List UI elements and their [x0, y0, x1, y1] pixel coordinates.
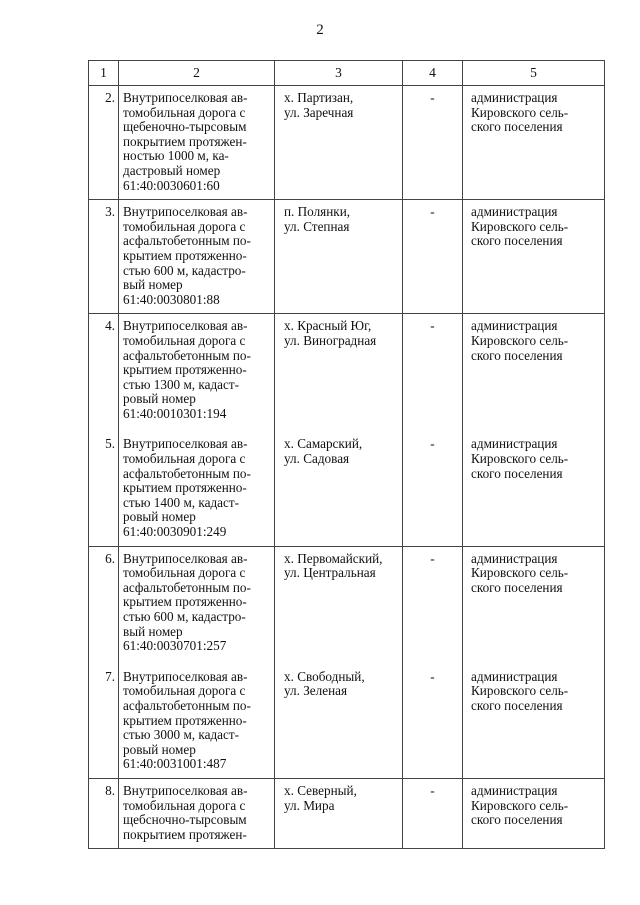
road-description-line: 61:40:0030601:60	[123, 177, 220, 193]
owner-organization	[463, 660, 605, 779]
road-location-line: х. Партизан,	[284, 90, 354, 105]
road-register-table	[88, 60, 605, 849]
road-description-line: щебеночно-тырсовым	[123, 119, 247, 135]
road-location	[275, 660, 403, 779]
table-row	[89, 427, 605, 546]
road-description-line: Внутрипоселковая ав-	[123, 782, 248, 798]
road-description	[119, 200, 275, 314]
row-number: 7.	[89, 660, 119, 779]
column-4-value: -	[403, 778, 463, 848]
road-description-line: вый номер	[123, 277, 183, 293]
road-description-line: Внутрипоселковая ав-	[123, 318, 248, 334]
owner-organization-line: администрация	[471, 90, 558, 105]
road-description-line: асфальтобетонным по-	[123, 465, 251, 481]
road-location-line: ул. Центральная	[284, 565, 376, 581]
road-description-line: стью 1400 м, кадаст-	[123, 494, 240, 510]
road-description-line: асфальтобетонным по-	[123, 697, 251, 713]
road-location-line: х. Первомайский,	[284, 550, 383, 566]
owner-organization	[463, 86, 605, 200]
road-description-line: асфальтобетонным по-	[123, 579, 251, 595]
road-location-line: х. Красный Юг,	[284, 318, 372, 334]
row-number: 3.	[89, 200, 119, 314]
road-location-line: ул. Зеленая	[284, 683, 348, 699]
road-description-line: вый номер	[123, 623, 183, 639]
column-4-value: -	[403, 200, 463, 314]
road-location-line: ул. Заречная	[284, 104, 354, 120]
road-description-line: покрытием протяжен-	[123, 826, 247, 842]
column-header-2: 2	[119, 61, 275, 86]
owner-organization-line: Кировского сель-	[471, 332, 569, 348]
road-description-line: покрытием протяжен-	[123, 133, 247, 149]
table-row	[89, 546, 605, 660]
owner-organization	[463, 200, 605, 314]
road-description-line: ровый номер	[123, 509, 196, 525]
road-description-line: томобильная дорога с	[123, 218, 246, 234]
owner-organization-line: ского поселения	[471, 465, 563, 481]
road-description	[119, 86, 275, 200]
road-description-line: 61:40:0030701:257	[123, 638, 227, 654]
table-row	[89, 200, 605, 314]
owner-organization-line: Кировского сель-	[471, 104, 569, 120]
owner-organization-line: ского поселения	[471, 119, 563, 135]
column-header-4: 4	[403, 61, 463, 86]
owner-organization-line: ского поселения	[471, 579, 563, 595]
owner-organization-line: Кировского сель-	[471, 565, 569, 581]
road-description	[119, 778, 275, 848]
table-row	[89, 86, 605, 200]
owner-organization-line: ского поселения	[471, 233, 563, 249]
road-description	[119, 660, 275, 779]
column-4-value: -	[403, 660, 463, 779]
owner-organization-line: администрация	[471, 668, 558, 684]
column-header-5: 5	[463, 61, 605, 86]
column-4-value: -	[403, 546, 463, 660]
owner-organization-line: ского поселения	[471, 812, 563, 828]
road-description-line: томобильная дорога с	[123, 451, 246, 467]
owner-organization	[463, 546, 605, 660]
table-row	[89, 314, 605, 428]
road-description-line: Внутрипоселковая ав-	[123, 204, 248, 220]
owner-organization-line: администрация	[471, 782, 558, 798]
road-description-line: 61:40:0010301:194	[123, 405, 227, 421]
row-number: 6.	[89, 546, 119, 660]
road-description-line: стью 600 м, кадастро-	[123, 262, 246, 278]
row-number: 2.	[89, 86, 119, 200]
row-number: 8.	[89, 778, 119, 848]
road-description	[119, 314, 275, 428]
owner-organization-line: ского поселения	[471, 347, 563, 363]
road-location-line: ул. Виноградная	[284, 332, 377, 348]
road-description-line: ровый номер	[123, 741, 196, 757]
road-description-line: крытием протяженно-	[123, 712, 247, 728]
road-description-line: дастровый номер	[123, 162, 221, 178]
road-location-line: ул. Садовая	[284, 451, 350, 467]
owner-organization-line: Кировского сель-	[471, 451, 569, 467]
owner-organization-line: администрация	[471, 436, 558, 452]
owner-organization	[463, 314, 605, 428]
owner-organization-line: администрация	[471, 318, 558, 334]
road-description-line: крытием протяженно-	[123, 247, 247, 263]
road-location-line: х. Северный,	[284, 782, 357, 798]
row-number: 4.	[89, 314, 119, 428]
road-description-line: томобильная дорога с	[123, 797, 246, 813]
column-4-value: -	[403, 314, 463, 428]
road-description-line: Внутрипоселковая ав-	[123, 436, 248, 452]
road-description-line: ровый номер	[123, 391, 196, 407]
road-location-line: ул. Степная	[284, 218, 350, 234]
road-location-line: х. Свободный,	[284, 668, 365, 684]
road-description-line: стью 3000 м, кадаст-	[123, 727, 240, 743]
column-4-value: -	[403, 86, 463, 200]
owner-organization-line: Кировского сель-	[471, 797, 569, 813]
column-4-value: -	[403, 427, 463, 546]
road-description-line: томобильная дорога с	[123, 565, 246, 581]
table-row	[89, 660, 605, 779]
road-description-line: томобильная дорога с	[123, 683, 246, 699]
owner-organization-line: ского поселения	[471, 697, 563, 713]
road-description-line: 61:40:0030901:249	[123, 524, 227, 540]
road-location	[275, 546, 403, 660]
road-location-line: п. Полянки,	[284, 204, 351, 220]
column-header-3: 3	[275, 61, 403, 86]
owner-organization-line: Кировского сель-	[471, 683, 569, 699]
road-description-line: ностью 1000 м, ка-	[123, 148, 229, 164]
road-location-line: х. Самарский,	[284, 436, 363, 452]
road-location	[275, 314, 403, 428]
road-description-line: крытием протяженно-	[123, 480, 247, 496]
road-description-line: щебсночно-тырсовым	[123, 812, 247, 828]
road-description-line: Внутрипоселковая ав-	[123, 90, 248, 105]
road-description	[119, 546, 275, 660]
road-description	[119, 427, 275, 546]
road-description-line: томобильная дорога с	[123, 104, 246, 120]
road-description-line: 61:40:0030801:88	[123, 291, 220, 307]
road-location	[275, 778, 403, 848]
road-description-line: Внутрипоселковая ав-	[123, 550, 248, 566]
owner-organization	[463, 778, 605, 848]
table-header-row	[89, 61, 605, 86]
road-location	[275, 86, 403, 200]
owner-organization-line: администрация	[471, 550, 558, 566]
road-location-line: ул. Мира	[284, 797, 335, 813]
road-description-line: Внутрипоселковая ав-	[123, 668, 248, 684]
row-number: 5.	[89, 427, 119, 546]
road-description-line: 61:40:0031001:487	[123, 756, 227, 772]
owner-organization-line: Кировского сель-	[471, 218, 569, 234]
road-description-line: асфальтобетонным по-	[123, 233, 251, 249]
road-description-line: томобильная дорога с	[123, 332, 246, 348]
owner-organization	[463, 427, 605, 546]
road-location	[275, 427, 403, 546]
road-description-line: стью 1300 м, кадаст-	[123, 376, 240, 392]
road-description-line: крытием протяженно-	[123, 362, 247, 378]
road-description-line: асфальтобетонным по-	[123, 347, 251, 363]
table-row	[89, 778, 605, 848]
road-description-line: стью 600 м, кадастро-	[123, 609, 246, 624]
owner-organization-line: администрация	[471, 204, 558, 220]
road-location	[275, 200, 403, 314]
column-header-1: 1	[89, 61, 119, 86]
page-number: 2	[316, 22, 324, 38]
road-description-line: крытием протяженно-	[123, 594, 247, 610]
